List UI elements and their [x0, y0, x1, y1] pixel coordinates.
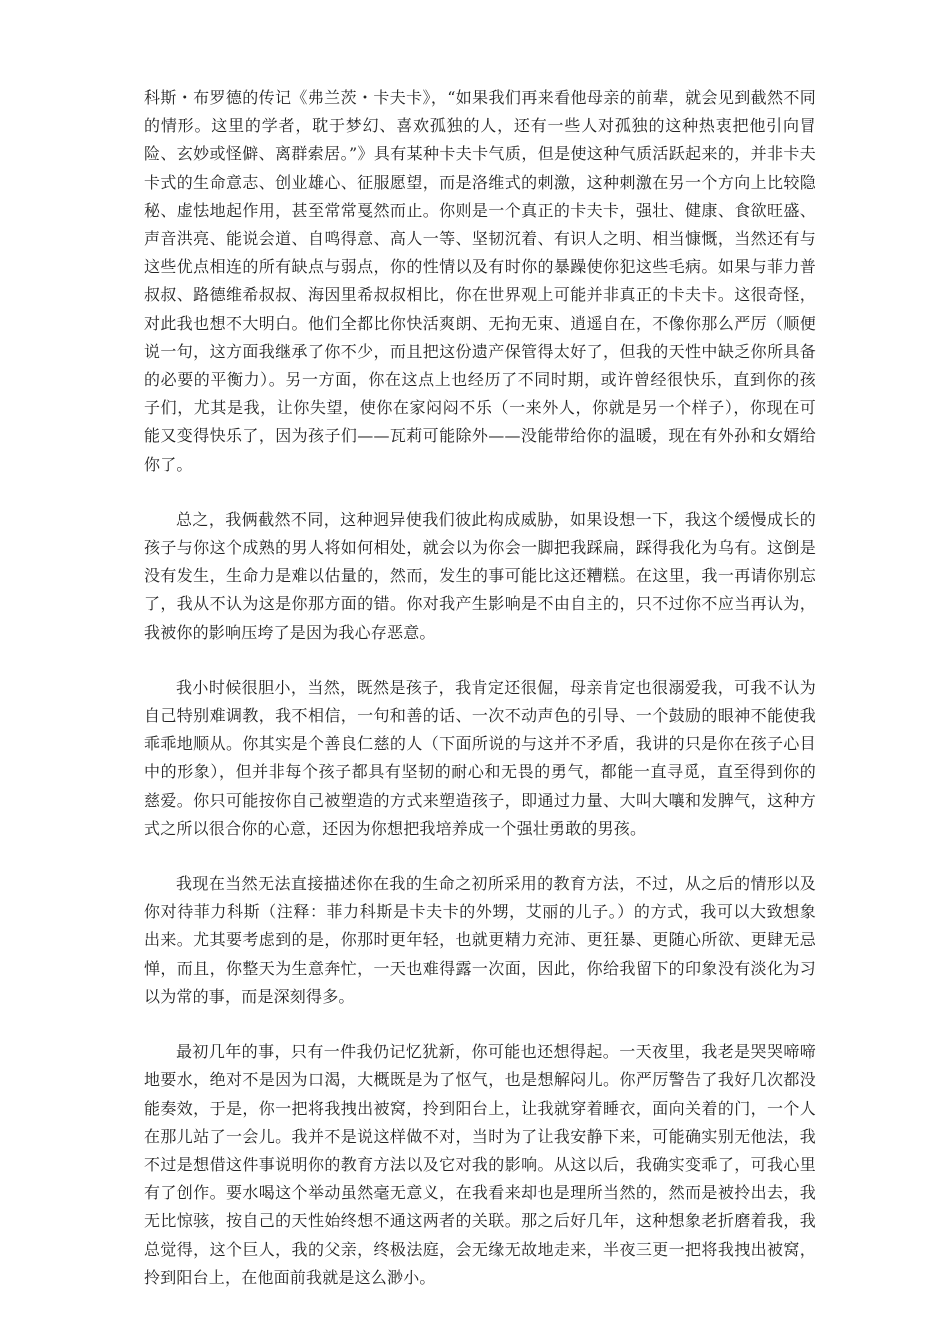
paragraph-1: 科斯・布罗德的传记《弗兰茨・卡夫卡》，“如果我们再来看他母亲的前辈，就会见到截然不同的情形。这里的学者，耽于梦幻、喜欢孤独的人，还有一些人对孤独的这种热衷把他引向冒险、玄妙或怪僻、离群索居。”》具有某种卡夫卡气质，但是使这种气质活跃起来的，并非卡夫卡式的生命意志、创业雄心、征服愿望，而是洛维式的刺激，这种刺激在另一个方向上比较隐秘、虚怯地起作用，甚至常常戛然而止。你则是一个真正的卡夫卡，强壮、健康、食欲旺盛、声音洪亮、能说会道、自鸣得意、高人一等、坚韧沉着、有识人之明、相当慷慨，当然还有与这些优点相连的所有缺点与弱点，你的性情以及有时你的暴躁使你犯这些毛病。如果与菲力普叔叔、路德维希叔叔、海因里希叔叔相比，你在世界观上可能并非真正的卡夫卡。这很奇怪，对此我也想不大明白。他们全都比你快活爽朗、无拘无束、逍遥自在，不像你那么严厉（顺便说一句，这方面我继承了你不少，而且把这份遗产保管得太好了，但我的天性中缺乏你所具备的必要的平衡力）。另一方面，你在这点上也经历了不同时期，或许曾经很快乐，直到你的孩子们，尤其是我，让你失望，使你在家闷闷不乐（一来外人，你就是另一个样子），你现在可能又变得快乐了，因为孩子们——瓦莉可能除外——没能带给你的温暖，现在有外孙和女婿给你了。: [144, 88, 816, 474]
paragraph-gap: [144, 479, 816, 506]
paragraph-2: 总之，我俩截然不同，这种迥异使我们彼此构成威胁，如果设想一下，我这个缓慢成长的孩子与你这个成熟的男人将如何相处，就会以为你会一脚把我踩扁，踩得我化为乌有。这倒是没有发生，生命力是难以估量的，然而，发生的事可能比这还糟糕。在这里，我一再请你别忘了，我从不认为这是你那方面的错。你对我产生影响是不由自主的，只不过你不应当再认为，我被你的影响压垮了是因为我心存恶意。: [144, 509, 816, 642]
paragraph-4: 我现在当然无法直接描述你在我的生命之初所采用的教育方法，不过，从之后的情形以及你对待菲力科斯（注释：菲力科斯是卡夫卡的外甥，艾丽的儿子。）的方式，我可以大致想象出来。尤其要考虑到的是，你那时更年轻，也就更精力充沛、更狂暴、更随心所欲、更肆无忌惮，而且，你整天为生意奔忙，一天也难得露一次面，因此，你给我留下的印象没有淡化为习以为常的事，而是深刻得多。: [144, 874, 816, 1006]
paragraph-gap: [144, 647, 816, 674]
paragraph-gap: [144, 843, 816, 870]
paragraph-5: 最初几年的事，只有一件我仍记忆犹新，你可能也还想得起。一天夜里，我老是哭哭啼啼地要水，绝对不是因为口渴，大概既是为了怄气，也是想解闷儿。你严厉警告了我好几次都没能奏效，于是，你一把将我拽出被窝，拎到阳台上，让我就穿着睡衣，面向关着的门，一个人在那儿站了一会儿。我并不是说这样做不对，当时为了让我安静下来，可能确实别无他法，我不过是想借这件事说明你的教育方法以及它对我的影响。从这以后，我确实变乖了，可我心里有了创作。要水喝这个举动虽然毫无意义，在我看来却也是理所当然的，然而是被拎出去，我无比惊骇，按自己的天性始终想不通这两者的关联。那之后好几年，这种想象老折磨着我，我总觉得，这个巨人，我的父亲，终极法庭，会无缘无故地走来，半夜三更一把将我拽出被窝，拎到阳台上，在他面前我就是这么渺小。: [144, 1042, 816, 1287]
paragraph-3: 我小时候很胆小，当然，既然是孩子，我肯定还很倔，母亲肯定也很溺爱我，可我不认为自己特别难调教，我不相信，一句和善的话、一次不动声色的引导、一个鼓励的眼神不能使我乖乖地顺从。你其实是个善良仁慈的人（下面所说的与这并不矛盾，我讲的只是你在孩子心目中的形象），但并非每个孩子都具有坚韧的耐心和无畏的勇气，都能一直寻觅，直至得到你的慈爱。你只可能按你自己被塑造的方式来塑造孩子，即通过力量、大叫大嚷和发脾气，这种方式之所以很合你的心意，还因为你想把我培养成一个强壮勇敢的男孩。: [144, 677, 816, 838]
paragraph-gap: [144, 1011, 816, 1038]
document-page: [144, 84, 816, 1292]
